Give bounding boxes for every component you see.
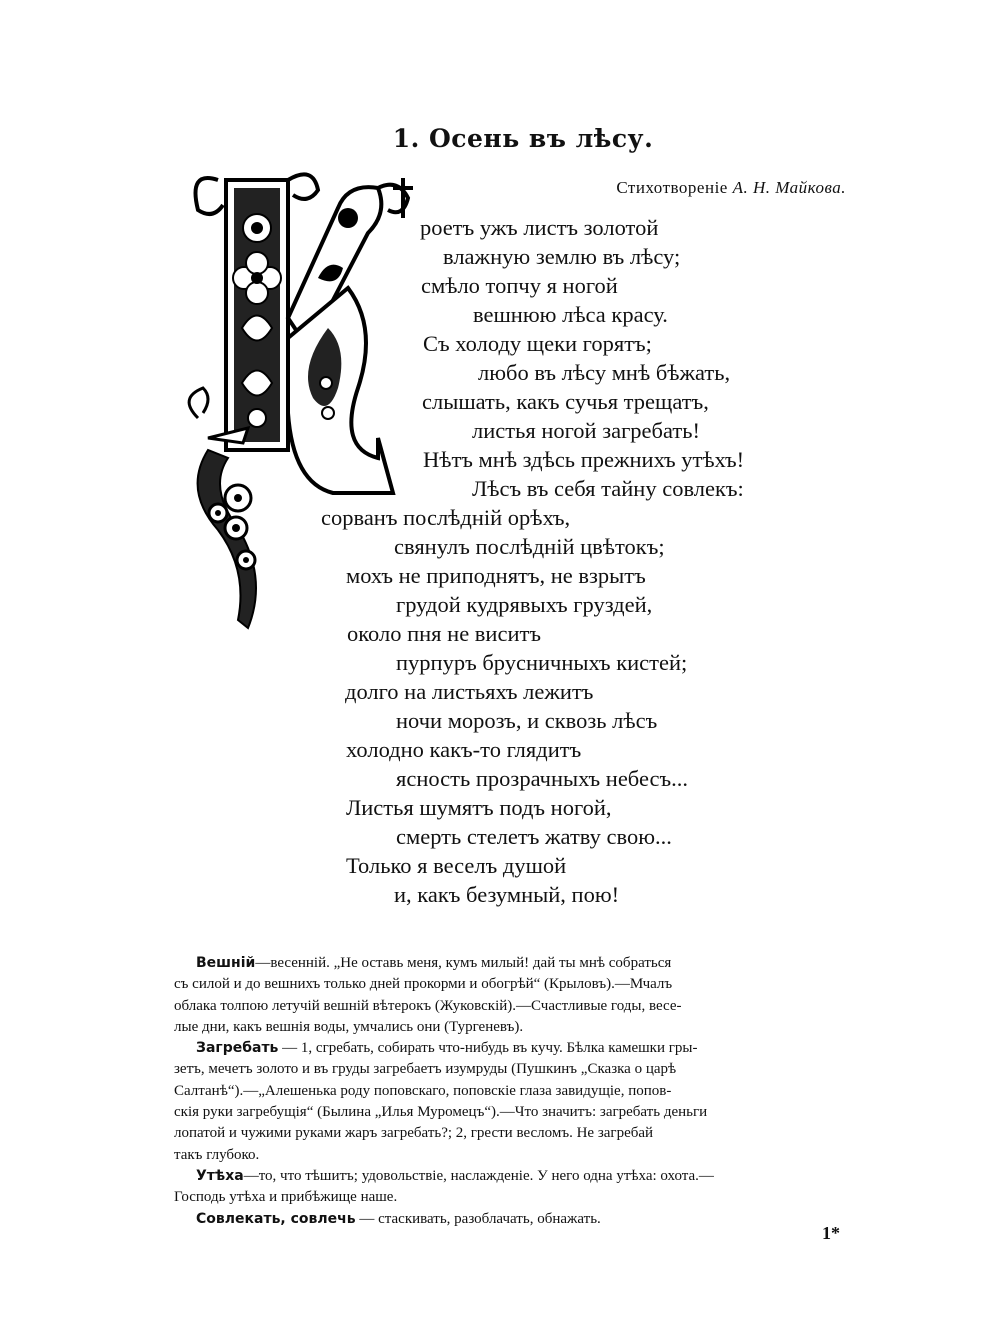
poem-line: долго на листьяхъ лежитъ bbox=[345, 679, 594, 704]
poem-line: Нѣтъ мнѣ здѣсь прежнихъ утѣхъ! bbox=[423, 447, 745, 472]
poem-line: влажную землю въ лѣсу; bbox=[443, 244, 681, 269]
poem-line: любо въ лѣсу мнѣ бѣжать, bbox=[478, 360, 731, 385]
poem-line: листья ногой загребать! bbox=[472, 418, 700, 443]
poem-line: роетъ ужъ листъ золотой bbox=[420, 215, 659, 240]
poem-line: мохъ не приподнятъ, не взрытъ bbox=[346, 563, 646, 588]
poem-line: слышать, какъ сучья трещатъ, bbox=[422, 389, 709, 414]
poem-line: грудой кудрявыхъ груздей, bbox=[396, 592, 653, 617]
attribution-prefix: Стихотвореніе bbox=[616, 178, 728, 197]
glossary-text: облака толпою летучій вешній вѣтерокъ (Жуковскій).—Счастливые годы, весе- bbox=[174, 997, 682, 1014]
glossary-text: скія руки загребущія“ (Былина „Илья Муромецъ“).—Что значитъ: загребать деньги bbox=[174, 1104, 708, 1121]
poem-line: Только я веселъ душой bbox=[346, 853, 567, 878]
poem-line: ночи морозъ, и сквозь лѣсъ bbox=[396, 708, 658, 733]
page-number: 1* bbox=[822, 1223, 840, 1243]
glossary-text: —весенній. „Не оставь меня, кумъ милый! дай ты мнѣ собраться bbox=[255, 955, 672, 971]
glossary-text: — 1, сгребать, собирать что-нибудь въ кучу. Бѣлка камешки гры- bbox=[278, 1040, 698, 1057]
poem-line: и, какъ безумный, пою! bbox=[394, 882, 620, 907]
poem-line: Лѣсъ въ себя тайну совлекъ: bbox=[472, 476, 744, 501]
poem-line: Листья шумятъ подъ ногой, bbox=[346, 795, 612, 820]
glossary-entry bbox=[174, 1166, 892, 1209]
glossary-text: — стаскивать, разоблачать, обнажать. bbox=[355, 1210, 601, 1227]
poem-line: свянулъ послѣдній цвѣтокъ; bbox=[394, 534, 665, 559]
poem-line: вешнюю лѣса красу. bbox=[473, 302, 668, 327]
glossary-notes bbox=[174, 953, 892, 1230]
glossary-text: зетъ, мечетъ золото и въ груды загребаетъ изумруды (Пушкинъ „Сказка о царѣ bbox=[174, 1061, 677, 1078]
poem-line: смерть стелетъ жатву свою... bbox=[396, 824, 672, 849]
page-title: 1. Осень въ лѣсу. bbox=[392, 124, 654, 153]
glossary-term: Совлекать, совлечь bbox=[196, 1210, 356, 1227]
poem-line: Съ холоду щеки горятъ; bbox=[423, 331, 652, 356]
glossary-text: —то, что тѣшитъ; удовольствіе, наслажденіе. У него одна утѣха: охота.— bbox=[243, 1167, 714, 1184]
poem-line: около пня не виситъ bbox=[347, 621, 541, 646]
glossary-text: Господь утѣха и прибѣжище наше. bbox=[174, 1189, 398, 1206]
glossary-entry bbox=[174, 953, 892, 1038]
poem-line: смѣло топчу я ногой bbox=[421, 273, 618, 298]
poem-attribution bbox=[616, 178, 846, 198]
poem-line: пурпуръ брусничныхъ кистей; bbox=[396, 650, 688, 675]
poem-line: холодно какъ-то глядитъ bbox=[346, 737, 582, 762]
attribution-author: А. Н. Майкова. bbox=[732, 178, 846, 197]
glossary-term: Загребать bbox=[196, 1040, 279, 1057]
glossary-term: Вешній bbox=[196, 955, 256, 971]
glossary-entry bbox=[174, 1038, 892, 1166]
glossary-entry bbox=[196, 1209, 892, 1230]
poem-line: сорванъ послѣдній орѣхъ, bbox=[321, 505, 571, 530]
glossary-text: лопатой и чужими руками жаръ загребать?; 2, грести весломъ. Не загребай bbox=[174, 1125, 654, 1142]
glossary-text: лые дни, какъ вешнія воды, умчались они (Тургеневъ). bbox=[174, 1018, 524, 1035]
glossary-text: съ силой и до вешнихъ только дней прокорми и обогрѣй“ (Крыловъ).—Мчалъ bbox=[174, 976, 673, 993]
glossary-term: Утѣха bbox=[196, 1167, 244, 1184]
poem-line: ясность прозрачныхъ небесъ... bbox=[396, 766, 689, 791]
glossary-text: Салтанѣ“).—„Алешенька роду поповскаго, поповскіе глаза завидущіе, попов- bbox=[174, 1082, 672, 1099]
glossary-text: такъ глубоко. bbox=[174, 1146, 260, 1163]
